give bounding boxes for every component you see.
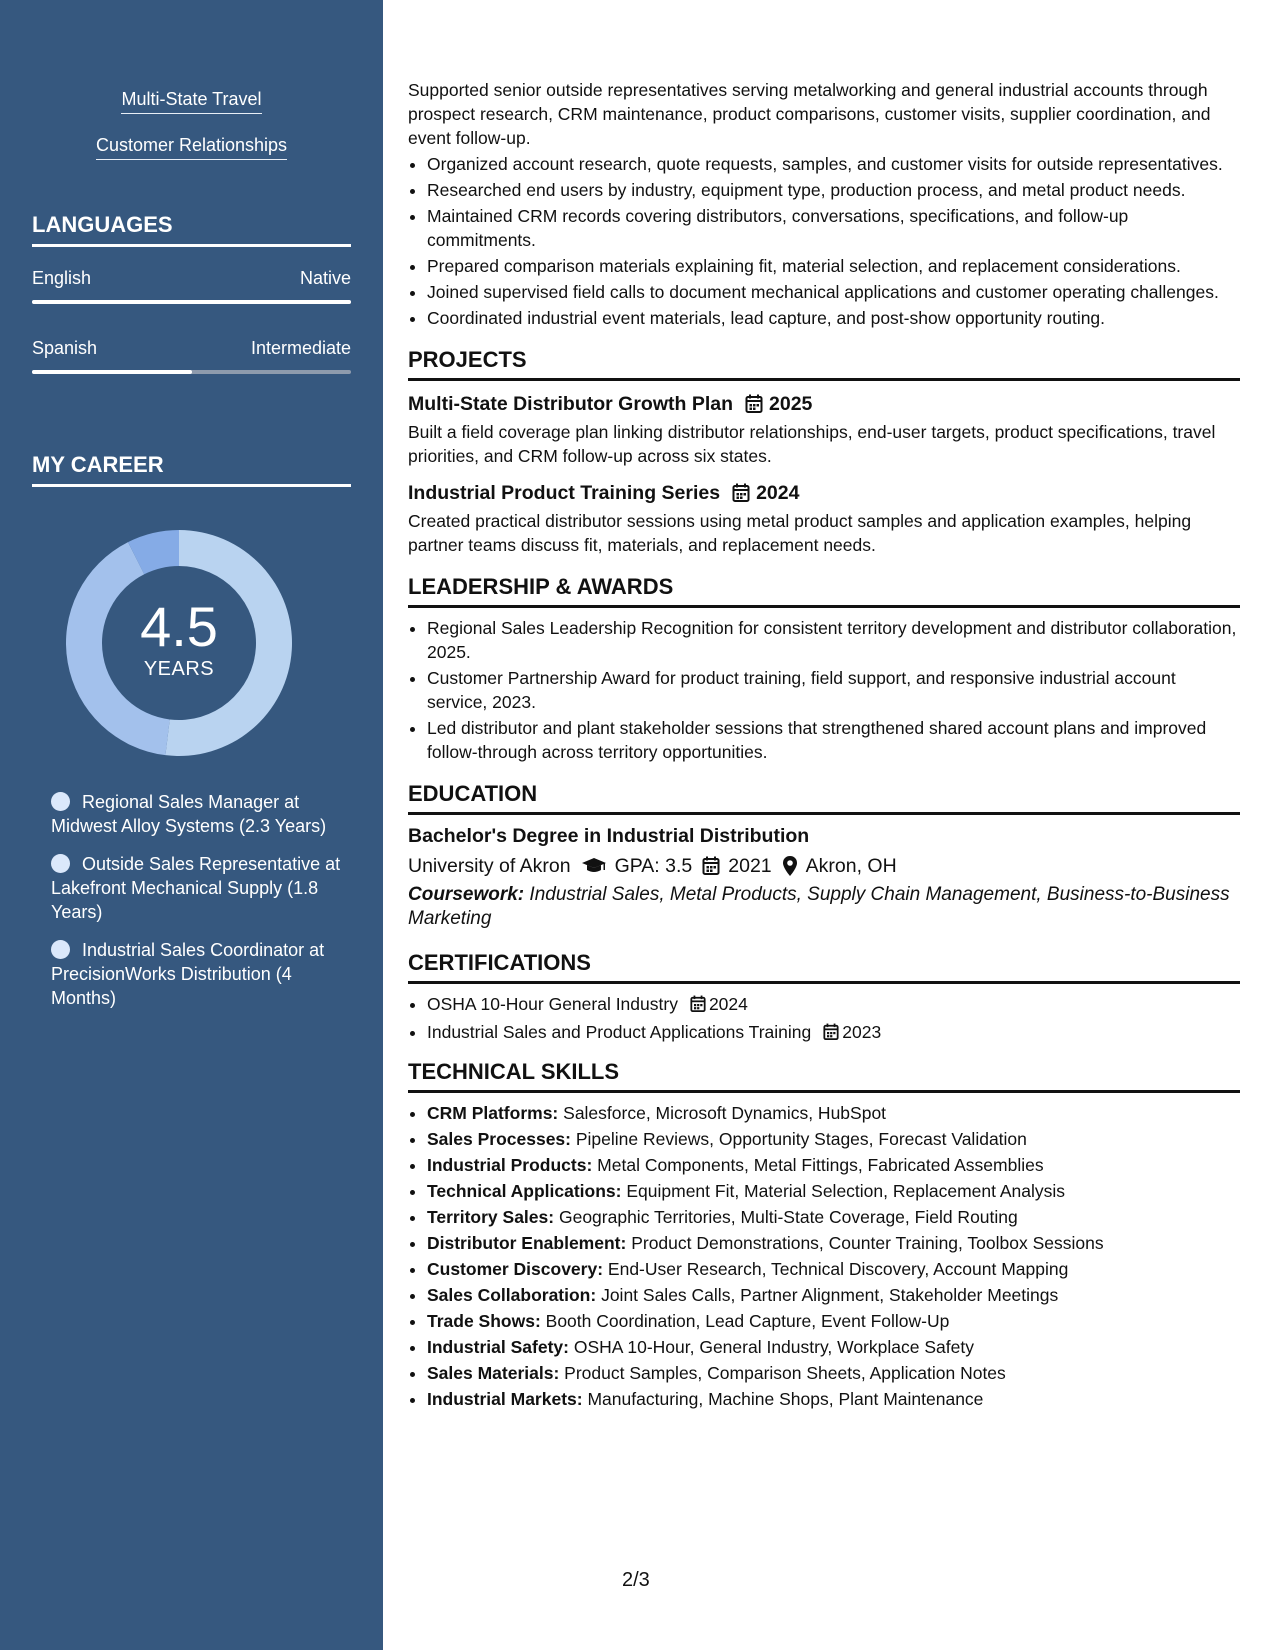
language-bar-fill [32,370,192,374]
career-donut-center [66,530,292,756]
skill-item [427,1101,1240,1125]
career-item [51,790,341,838]
skill-item [427,1127,1240,1151]
skill-label: Sales Materials: [427,1363,560,1383]
skills-heading: TECHNICAL SKILLS [408,1058,1240,1093]
calendar-icon [702,856,720,876]
project-description: Created practical distributor sessions using metal product samples and application examples, helping partner teams discuss fit, materials, and replacement needs. [408,511,1192,555]
skill-label: Territory Sales: [427,1207,555,1227]
education-location: Akron, OH [805,855,897,877]
calendar-icon [732,483,750,503]
calendar-icon [690,995,706,1013]
project-description: Built a field coverage plan linking distributor relationships, end-user targets, product specifications, travel priorities, and CRM follow-up across six states. [408,422,1216,466]
skill-label: Distributor Enablement: [427,1233,627,1253]
experience-bullet: • Prepared comparison materials explaining fit, material selection, and replacement considerations. [427,254,1240,278]
projects-section [408,346,1240,557]
certification-year: 2024 [708,994,748,1014]
skill-label: Trade Shows: [427,1311,541,1331]
certification-item [427,992,1240,1016]
skill-item [427,1335,1240,1359]
skill-value: Product Demonstrations, Counter Training, Toolbox Sessions [631,1233,1104,1253]
skill-value: Metal Components, Metal Fittings, Fabricated Assemblies [597,1155,1044,1175]
tag-item: Multi-State Travel [121,86,261,114]
language-bar [32,300,351,304]
location-pin-icon [782,855,798,877]
bullet-dot-icon [51,854,70,873]
skill-value: Product Samples, Comparison Sheets, Application Notes [564,1363,1006,1383]
career-item-text: Industrial Sales Coordinator at PrecisionWorks Distribution (4 Months) [51,940,325,1008]
experience-bullets [408,152,1240,330]
certifications-list [408,992,1240,1044]
skill-label: Industrial Safety: [427,1337,569,1357]
skill-value: Booth Coordination, Lead Capture, Event Follow-Up [545,1311,950,1331]
bullet-dot-icon [51,792,70,811]
skill-item [427,1309,1240,1333]
experience-bullet: • Coordinated industrial event materials, lead capture, and post-show opportunity routing. [427,306,1240,330]
language-english [32,266,351,304]
skill-value: OSHA 10-Hour, General Industry, Workplace Safety [573,1337,974,1357]
leadership-section [408,573,1240,764]
project-title-row [408,480,1240,506]
certifications-section [408,949,1240,1044]
coursework [408,883,1240,931]
skill-item [427,1283,1240,1307]
career-total-years: 4.5 [140,595,218,658]
gpa: GPA: 3.5 [614,855,693,877]
skill-value: Salesforce, Microsoft Dynamics, HubSpot [563,1103,887,1123]
career-item [51,852,341,924]
experience-bullet: • Organized account research, quote requests, samples, and customer visits for outside representatives. [427,152,1240,176]
school-name: University of Akron [408,855,571,877]
language-bar-fill [32,300,351,304]
language-name: Spanish [32,338,98,358]
experience-bullet: • Researched end users by industry, equipment type, production process, and metal product needs. [427,178,1240,202]
skill-value: Pipeline Reviews, Opportunity Stages, Forecast Validation [575,1129,1027,1149]
career-item [51,938,341,1010]
skill-item [427,1205,1240,1229]
skill-label: Industrial Products: [427,1155,593,1175]
project-year: 2025 [769,393,813,415]
certification-name: • OSHA 10-Hour General Industry [427,994,678,1014]
project-title: Industrial Product Training Series [408,482,721,504]
career-list [51,790,341,1024]
project-title: Multi-State Distributor Growth Plan [408,393,733,415]
skill-item [427,1153,1240,1177]
certification-item [427,1020,1240,1044]
sidebar [0,0,383,1650]
skill-label: Sales Processes: [427,1129,571,1149]
page-indicator: 2/3 [622,1569,650,1591]
skill-item [427,1257,1240,1281]
project-year: 2024 [756,482,800,504]
language-spanish [32,336,351,374]
leadership-list [408,616,1240,764]
skill-value: Joint Sales Calls, Partner Alignment, Stakeholder Meetings [601,1285,1059,1305]
career-item-text: Outside Sales Representative at Lakefront Mechanical Supply (1.8 Years) [51,854,341,922]
career-years-label: YEARS [143,658,215,680]
languages-heading: LANGUAGES [32,211,351,247]
skill-label: Sales Collaboration: [427,1285,597,1305]
degree-title: Bachelor's Degree in Industrial Distribution [408,825,810,847]
language-level: Native [299,268,351,288]
certifications-heading: CERTIFICATIONS [408,949,1240,984]
skill-label: CRM Platforms: [427,1103,559,1123]
experience-summary: Supported senior outside representatives serving metalworking and general industrial accounts through prospect research, CRM maintenance, product comparisons, customer visits, supplier coordination, and event follow-up. [408,80,1211,148]
language-bar [32,370,351,374]
leadership-item: • Led distributor and plant stakeholder sessions that strengthened shared account plans and improved follow-through across territory opportunities. [427,716,1240,764]
career-item-text: Regional Sales Manager at Midwest Alloy Systems (2.3 Years) [51,792,327,836]
certification-name: • Industrial Sales and Product Applications Training [427,1022,812,1042]
calendar-icon [745,394,763,414]
skill-item [427,1387,1240,1411]
certification-year: 2023 [842,1022,882,1042]
experience-section [408,78,1240,330]
experience-bullet: • Maintained CRM records covering distributors, conversations, specifications, and follow-up commitments. [427,204,1240,252]
coursework-label: Coursework: [408,884,525,905]
skill-item [427,1179,1240,1203]
skill-value: End-User Research, Technical Discovery, Account Mapping [607,1259,1069,1279]
leadership-item: • Regional Sales Leadership Recognition for consistent territory development and distributor collaboration, 2025. [427,616,1240,664]
career-donut-chart [66,530,292,756]
leadership-item: • Customer Partnership Award for product training, field support, and responsive industrial account service, 2023. [427,666,1240,714]
skill-label: Technical Applications: [427,1181,622,1201]
skill-value: Geographic Territories, Multi-State Coverage, Field Routing [558,1207,1018,1227]
experience-bullet: • Joined supervised field calls to document mechanical applications and customer operating challenges. [427,280,1240,304]
skills-list [408,1101,1240,1411]
sidebar-tags [0,86,383,178]
bullet-dot-icon [51,940,70,959]
graduation-year: 2021 [728,855,772,877]
skill-value: Equipment Fit, Material Selection, Replacement Analysis [626,1181,1066,1201]
language-level: Intermediate [250,338,351,358]
main-content [408,78,1240,1650]
calendar-icon [823,1023,839,1041]
leadership-heading: LEADERSHIP & AWARDS [408,573,1240,608]
projects-heading: PROJECTS [408,346,1240,381]
language-name: English [32,268,92,288]
skill-item [427,1361,1240,1385]
coursework-list: Industrial Sales, Metal Products, Supply Chain Management, Business-to-Business Marketing [408,884,1230,929]
skills-section [408,1058,1240,1411]
skill-label: Industrial Markets: [427,1389,583,1409]
project-title-row [408,391,1240,417]
education-details [408,853,1240,879]
education-heading: EDUCATION [408,780,1240,815]
skill-value: Manufacturing, Machine Shops, Plant Maintenance [587,1389,984,1409]
career-heading: MY CAREER [32,451,351,487]
graduation-cap-icon [581,857,607,875]
skill-item [427,1231,1240,1255]
skill-label: Customer Discovery: [427,1259,604,1279]
education-section [408,780,1240,931]
tag-item: Customer Relationships [96,132,287,160]
